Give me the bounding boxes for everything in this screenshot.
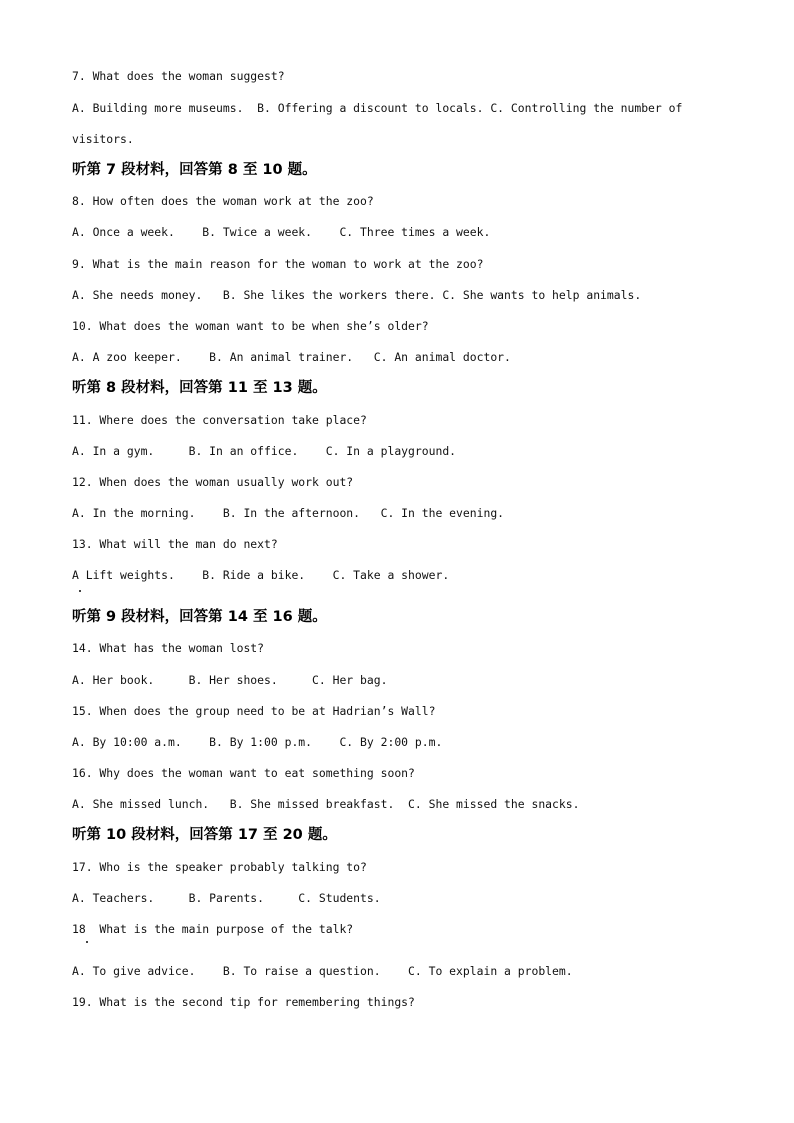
scan-artifact-mark: [86, 941, 88, 943]
question-17: 17. Who is the speaker probably talking to?: [72, 860, 367, 874]
question-9: 9. What is the main reason for the woman to work at the zoo?: [72, 257, 484, 271]
question-18-options: A. To give advice. B. To raise a question. C. To explain a problem.: [72, 964, 573, 978]
question-13: 13. What will the man do next?: [72, 537, 278, 551]
section-heading-7: 听第 7 段材料，回答第 8 至 10 题。: [72, 162, 317, 178]
question-12: 12. When does the woman usually work out?: [72, 475, 354, 489]
question-9-options: A. She needs money. B. She likes the workers there. C. She wants to help animals.: [72, 288, 642, 302]
question-16: 16. Why does the woman want to eat something soon?: [72, 766, 415, 780]
scan-artifact-mark: [79, 590, 81, 592]
question-15-options: A. By 10:00 a.m. B. By 1:00 p.m. C. By 2:00 p.m.: [72, 735, 443, 749]
section-heading-10: 听第 10 段材料，回答第 17 至 20 题。: [72, 827, 337, 843]
question-19: 19. What is the second tip for remembering things?: [72, 995, 415, 1009]
question-7-options-continued: visitors.: [72, 132, 134, 146]
question-16-options: A. She missed lunch. B. She missed breakfast. C. She missed the snacks.: [72, 797, 580, 811]
question-17-options: A. Teachers. B. Parents. C. Students.: [72, 891, 381, 905]
question-10: 10. What does the woman want to be when she’s older?: [72, 319, 429, 333]
question-13-options: A Lift weights. B. Ride a bike. C. Take a shower.: [72, 568, 450, 582]
question-8-options: A. Once a week. B. Twice a week. C. Three times a week.: [72, 225, 491, 239]
question-12-options: A. In the morning. B. In the afternoon. C. In the evening.: [72, 506, 505, 520]
question-15: 15. When does the group need to be at Hadrian’s Wall?: [72, 704, 436, 718]
question-14: 14. What has the woman lost?: [72, 641, 265, 655]
section-heading-8: 听第 8 段材料，回答第 11 至 13 题。: [72, 380, 327, 396]
question-18: 18 What is the main purpose of the talk?: [72, 922, 354, 936]
question-7-options: A. Building more museums. B. Offering a discount to locals. C. Controlling the number of: [72, 101, 683, 115]
question-8: 8. How often does the woman work at the zoo?: [72, 194, 374, 208]
question-10-options: A. A zoo keeper. B. An animal trainer. C. An animal doctor.: [72, 350, 511, 364]
question-7: 7. What does the woman suggest?: [72, 69, 285, 83]
question-11: 11. Where does the conversation take place?: [72, 413, 367, 427]
question-14-options: A. Her book. B. Her shoes. C. Her bag.: [72, 673, 388, 687]
question-11-options: A. In a gym. B. In an office. C. In a playground.: [72, 444, 457, 458]
section-heading-9: 听第 9 段材料，回答第 14 至 16 题。: [72, 609, 327, 625]
